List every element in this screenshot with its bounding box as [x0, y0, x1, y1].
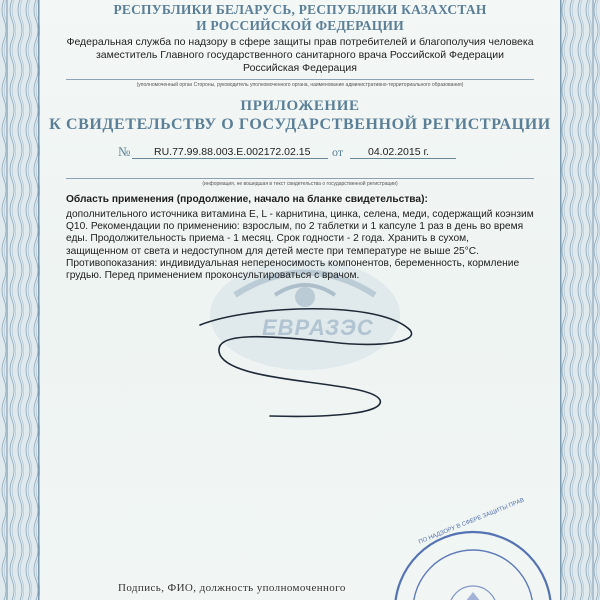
registration-number: RU.77.99.88.003.E.002172.02.15	[154, 146, 311, 158]
description-line: дополнительного источника витамина Е, L - карнитина, цинка, селена, меди, содержащий коэнзим	[66, 209, 534, 220]
agency-official: заместитель Главного государственного санитарного врача Российской Федерации	[95, 49, 505, 61]
description-line: защищенном от света и недоступном для детей месте при температуре не выше 25°С.	[66, 245, 479, 257]
official-stamp	[385, 520, 555, 600]
agency-name: Федеральная служба по надзору в сфере защиты прав потребителей и благополучия человека	[66, 36, 534, 48]
appendix-title: ПРИЛОЖЕНИЕ	[240, 98, 360, 114]
stamp-text: ПО НАДЗОРУ В СФЕРЕ ЗАЩИТЫ ПРАВ	[418, 497, 526, 546]
application-area	[66, 194, 544, 206]
application-description	[66, 209, 544, 282]
header-federation: И РОССИЙСКОЙ ФЕДЕРАЦИИ	[196, 18, 404, 33]
description-line: грудью. Перед применением проконсультироваться с врачом.	[66, 270, 360, 282]
date-label: от	[332, 145, 344, 159]
appendix-subtitle: К СВИДЕТЕЛЬСТВУ О ГОСУДАРСТВЕННОЙ РЕГИСТРАЦИИ	[49, 116, 551, 133]
description-line: еды. Продолжительность приема - 1 месяц. Срок годности - 2 года. Хранить в сухом,	[66, 233, 469, 245]
authority-underline	[66, 79, 534, 80]
agency-country: Российская Федерация	[243, 62, 357, 74]
info-underline	[66, 178, 534, 179]
description-line: Q10. Рекомендации по применению: взрослым, по 2 таблетки и 1 капсуле 1 раз в день во время	[66, 221, 524, 233]
watermark-text: ЕВРАЗЭС	[262, 315, 374, 340]
authority-caption: (уполномоченный орган Стороны, руководитель уполномоченного органа, наименование административно-территориального образования)	[136, 82, 464, 88]
date-underline	[350, 158, 456, 159]
application-heading: Область применения (продолжение, начало на бланке свидетельства):	[66, 194, 428, 205]
registration-row	[118, 145, 458, 161]
header-republics: РЕСПУБЛИКИ БЕЛАРУСЬ, РЕСПУБЛИКИ КАЗАХСТАН	[113, 2, 487, 17]
signature-scribble	[180, 300, 440, 430]
info-caption: (информация, не вошедшая в текст свидетельства о государственной регистрации)	[202, 181, 398, 187]
registration-date: 04.02.2015 г.	[368, 146, 429, 158]
signature-caption: Подпись, ФИО, должность уполномоченного	[118, 582, 346, 594]
number-label: №	[118, 144, 131, 159]
number-underline	[132, 158, 328, 159]
description-line: Противопоказания: индивидуальная непереносимость компонентов, беременность, кормление	[66, 257, 520, 269]
